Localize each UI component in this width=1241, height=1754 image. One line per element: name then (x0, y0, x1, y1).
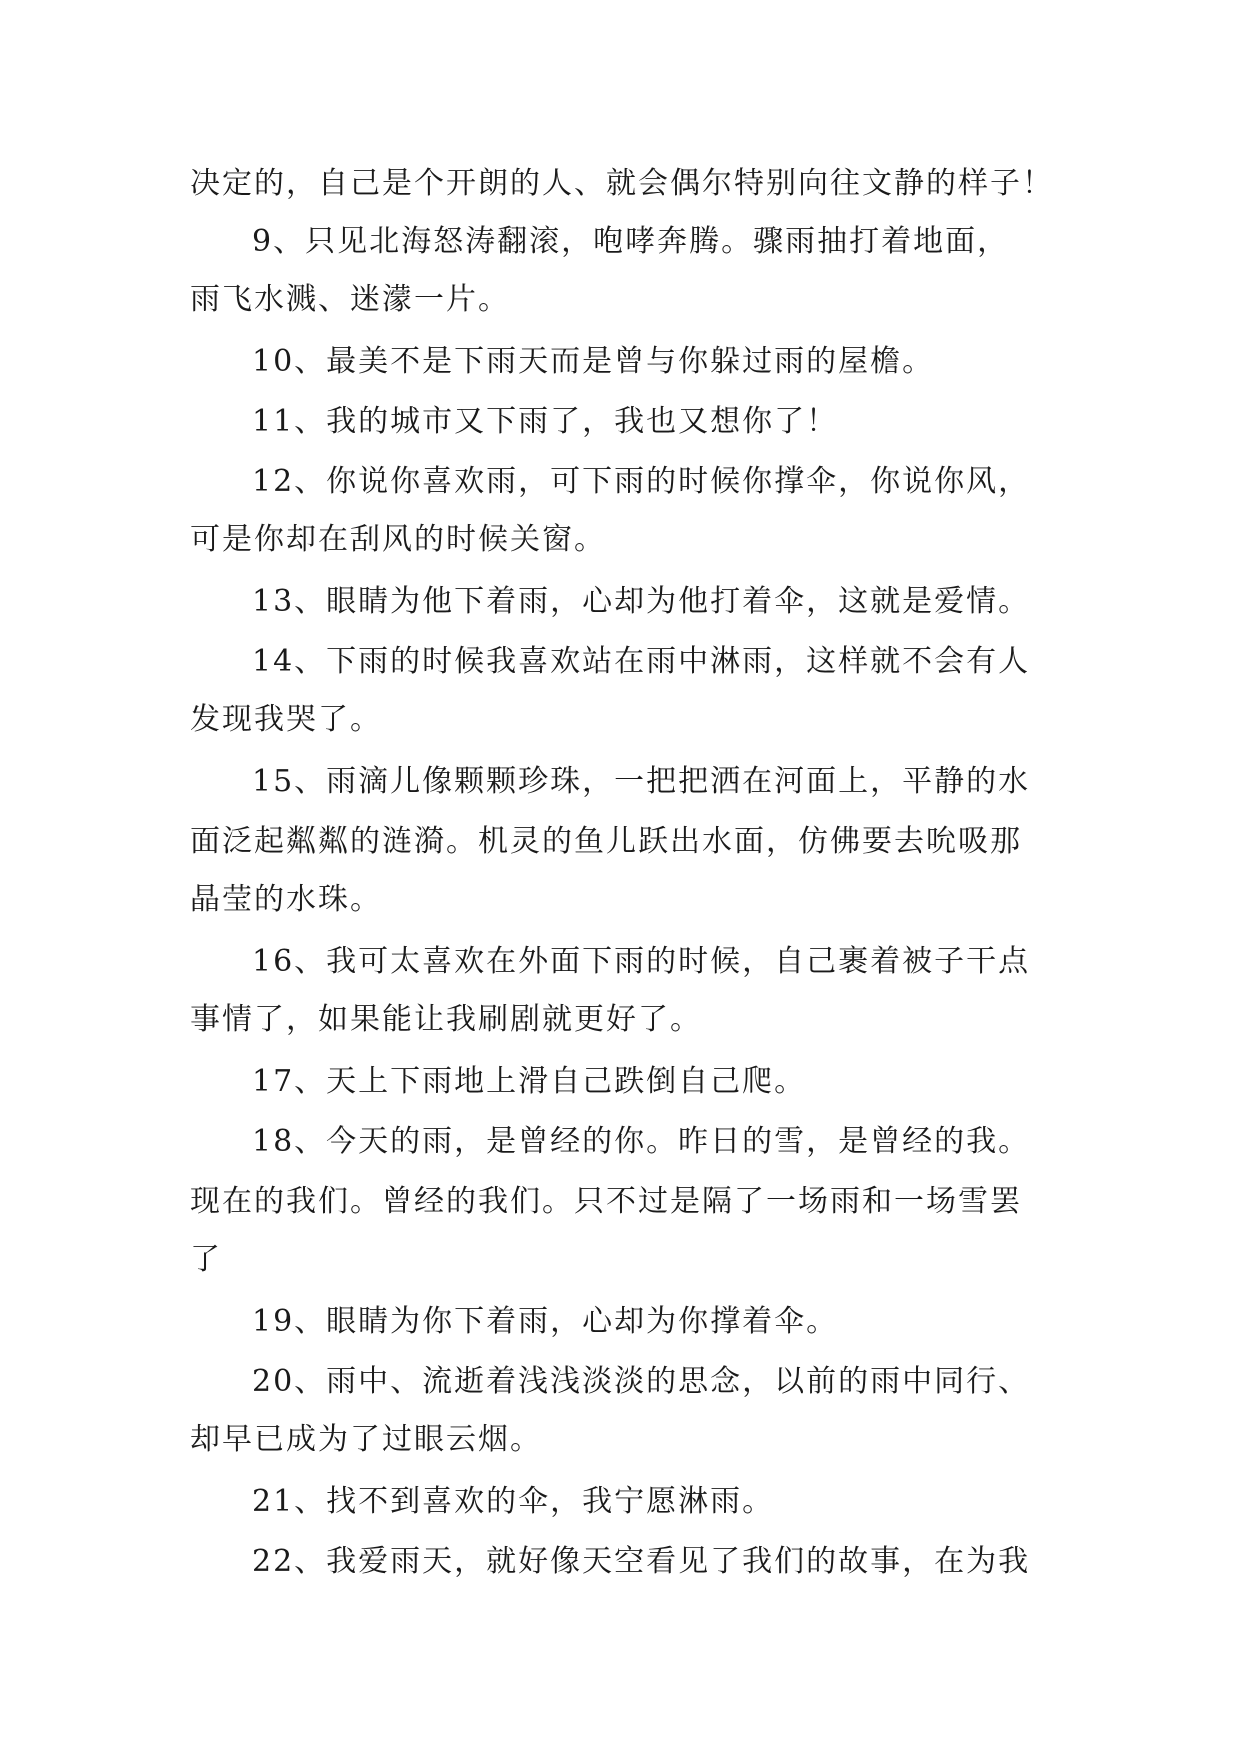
text-line: 9、只见北海怒涛翻滚，咆哮奔腾。骤雨抽打着地面， (252, 224, 1010, 259)
text-line: 晶莹的水珠。 (190, 882, 382, 917)
text-line: 现在的我们。曾经的我们。只不过是隔了一场雨和一场雪罢 (190, 1184, 1022, 1219)
text-line: 11、我的城市又下雨了，我也又想你了！ (252, 404, 839, 439)
text-line: 决定的，自己是个开朗的人、就会偶尔特别向往文静的样子！ (190, 166, 1054, 201)
text-line: 10、最美不是下雨天而是曾与你躲过雨的屋檐。 (252, 344, 935, 379)
text-line: 却早已成为了过眼云烟。 (190, 1422, 542, 1457)
text-line: 20、雨中、流逝着浅浅淡淡的思念，以前的雨中同行、 (252, 1364, 1031, 1399)
text-line: 19、眼睛为你下着雨，心却为你撑着伞。 (252, 1304, 839, 1339)
text-line: 15、雨滴儿像颗颗珍珠，一把把洒在河面上，平静的水 (252, 764, 1031, 799)
text-line: 事情了，如果能让我刷剧就更好了。 (190, 1002, 702, 1037)
text-line: 12、你说你喜欢雨，可下雨的时候你撑伞，你说你风， (252, 464, 1031, 499)
text-line: 21、找不到喜欢的伞，我宁愿淋雨。 (252, 1484, 775, 1519)
text-line: 13、眼睛为他下着雨，心却为他打着伞，这就是爱情。 (252, 584, 1031, 619)
text-line: 16、我可太喜欢在外面下雨的时候，自己裹着被子干点 (252, 944, 1031, 979)
text-line: 面泛起粼粼的涟漪。机灵的鱼儿跃出水面，仿佛要去吮吸那 (190, 824, 1022, 859)
text-line: 了 (190, 1242, 222, 1277)
text-line: 14、下雨的时候我喜欢站在雨中淋雨，这样就不会有人 (252, 644, 1031, 679)
text-line: 雨飞水溅、迷濛一片。 (190, 282, 510, 317)
text-line: 18、今天的雨，是曾经的你。昨日的雪，是曾经的我。 (252, 1124, 1031, 1159)
text-line: 发现我哭了。 (190, 702, 382, 737)
text-line: 17、天上下雨地上滑自己跌倒自己爬。 (252, 1064, 807, 1099)
text-line: 可是你却在刮风的时候关窗。 (190, 522, 606, 557)
text-line: 22、我爱雨天，就好像天空看见了我们的故事，在为我 (252, 1544, 1031, 1579)
